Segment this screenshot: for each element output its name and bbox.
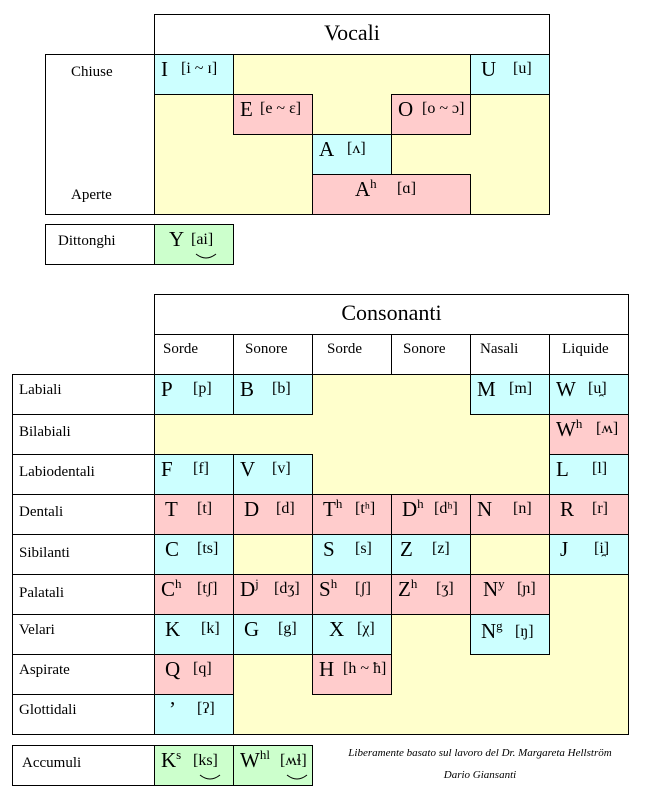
consonant-cell-ch [154,574,234,615]
consonant-cell-r [549,494,629,535]
consonant-cell-n [470,494,550,535]
col-header-nasal: Nasali [480,341,519,357]
consonant-letter: F [161,457,173,481]
consonant-ipa: [ts] [197,540,219,557]
vowel-letter: U [481,57,497,81]
consonant-ipa: [ʔ] [197,700,215,717]
row-label-palatal: Palatali [19,585,64,601]
consonant-letter: R [560,497,575,521]
consonant-cell-th [312,494,392,535]
consonant-ipa: [l] [592,460,608,477]
cluster-ipa: [ʍɬ] [280,752,307,769]
consonant-cell-t [154,494,234,535]
row-label-sibilant: Sibilanti [19,545,70,561]
consonant-letter: B [240,377,255,401]
consonant-letter: $T^h$ [323,496,343,521]
consonant-cell-v [233,454,313,495]
vowel-ipa: [ɑ] [397,180,417,197]
diphthongs-label: Dittonghi [58,233,116,249]
vowel-cell-o [391,94,471,135]
consonant-cell-glottal-stop [154,694,234,735]
consonant-ipa: [z] [432,540,450,557]
consonant-cell-f [154,454,234,495]
cluster-cell-whl [233,745,313,786]
row-label-labiodental: Labiodentali [19,464,95,480]
consonants-title: Consonanti [341,300,442,325]
consonant-cell-s [312,534,392,575]
consonant-letter: V [240,457,256,481]
vowel-ipa: [u] [513,60,532,77]
consonant-ipa: [dʒ] [274,580,300,597]
consonant-letter: X [329,617,345,641]
consonant-ipa: [ŋ] [515,623,534,640]
vowel-cell-a [312,134,392,175]
consonant-ipa: [s] [355,540,372,557]
consonant-letter: C [165,537,180,561]
consonant-ipa: [r] [592,500,608,517]
vowel-cell-u [470,54,550,95]
vowel-ipa: [e ~ ɛ] [260,100,302,117]
row-label-closed: Chiuse [71,64,113,80]
author-name: Dario Giansanti [443,769,517,781]
consonant-cell-dh [391,494,471,535]
consonant-ipa: [χ] [357,620,375,637]
consonant-letter: M [477,377,496,401]
consonant-ipa: [ʒ] [436,580,454,597]
row-label-open: Aperte [71,187,112,203]
vowel-cell-i [154,54,234,95]
consonant-letter: $W^h$ [556,416,583,441]
col-header-voiceless-2: Sorde [327,341,362,357]
col-divider [391,334,392,375]
consonant-ipa: [v] [272,460,291,477]
row-divider [12,574,155,575]
cluster-letter: $W^{hl}$ [240,747,270,772]
consonant-ipa: [g] [278,620,297,637]
vowel-letter: A [319,137,335,161]
consonant-ipa: [m] [509,380,533,397]
consonant-letter: P [161,377,173,401]
col-header-voiced-1: Sonore [245,341,288,357]
vowel-letter: E [240,97,253,121]
row-label-bilabial: Bilabiali [19,424,71,440]
consonant-cell-l [549,454,629,495]
consonant-cell-m [470,374,550,415]
row-label-labial: Labiali [19,382,62,398]
consonant-cell-ny [470,574,550,615]
vowel-letter: I [161,57,168,81]
consonant-ipa: [k] [201,620,220,637]
consonant-cell-k [154,614,234,655]
row-divider [12,454,155,455]
consonant-letter: $N^g$ [481,618,503,643]
consonant-ipa: [h ~ ħ] [343,660,387,677]
consonant-ipa: [tʰ] [355,500,376,517]
col-header-liquid: Liquide [562,341,609,357]
row-label-velar: Velari [19,622,55,638]
consonant-ipa: [p] [193,380,212,397]
consonant-cell-dj [233,574,313,615]
consonant-ipa: [u̯] [588,380,607,397]
consonant-letter: S [323,537,335,561]
consonant-cell-b [233,374,313,415]
tie-bar-icon [286,774,308,782]
consonant-letter: G [244,617,260,641]
consonant-letter: Q [165,657,181,681]
col-header-voiced-2: Sonore [403,341,446,357]
consonant-letter: $N^y$ [483,576,505,601]
consonant-letter: $C^h$ [161,576,182,601]
consonant-cell-h [312,654,392,695]
row-divider [12,694,155,695]
row-label-dental: Dentali [19,504,64,520]
col-header-voiceless-1: Sorde [163,341,198,357]
consonant-cell-z [391,534,471,575]
row-divider [12,494,155,495]
consonant-cell-x [312,614,392,655]
row-divider [12,414,155,415]
vowel-cell-ah [312,174,471,215]
vowels-title: Vocali [324,20,380,45]
consonant-letter: T [165,497,178,521]
clusters-label: Accumuli [22,755,82,771]
consonant-ipa: [i̯] [594,540,610,557]
row-label-aspirate: Aspirate [19,662,70,678]
cluster-letter: $K^s$ [161,747,182,772]
consonant-letter: $D^h$ [402,496,424,521]
consonant-ipa: [b] [272,380,291,397]
consonant-letter: $D^j$ [240,576,259,601]
row-divider [12,534,155,535]
col-divider [312,334,313,375]
consonant-ipa: [ʃ] [355,580,371,597]
consonant-letter: Z [400,537,413,561]
consonant-ipa: [dʰ] [434,500,458,517]
consonant-letter: K [165,617,181,641]
consonant-cell-c [154,534,234,575]
consonant-letter: N [477,497,493,521]
consonant-ipa: [ɲ] [517,580,536,597]
vowel-letter: O [398,97,414,121]
consonant-cell-j [549,534,629,575]
consonant-cell-g [233,614,313,655]
diphthong-cell-y [154,224,234,265]
row-divider [12,654,155,655]
consonant-letter: L [556,457,569,481]
consonant-ipa: [n] [513,500,532,517]
col-divider [470,334,471,375]
col-divider [233,334,234,375]
consonant-letter: J [560,537,569,561]
consonant-cell-q [154,654,234,695]
vowel-letter: $A^h$ [355,176,377,201]
consonant-cell-ng [470,614,550,655]
consonant-cell-wh [549,414,629,455]
vowel-ipa: [i ~ ɪ] [181,60,218,77]
consonant-letter: ’ [169,697,176,721]
consonant-letter: W [556,377,576,401]
consonant-ipa: [t] [197,500,213,517]
consonant-ipa: [ʍ] [596,420,619,437]
tie-bar-icon [199,774,221,782]
consonant-cell-zh [391,574,471,615]
cluster-cell-ks [154,745,234,786]
row-divider [12,614,155,615]
vowel-cell-e [233,94,313,135]
consonant-letter: $S^h$ [319,576,338,601]
tie-bar-icon [195,253,217,261]
vowel-ipa: [o ~ ɔ] [422,100,465,117]
consonant-cell-p [154,374,234,415]
cluster-ipa: [ks] [193,752,218,769]
credit-line: Liberamente basato sul lavoro del Dr. Margareta Hellström [348,747,612,759]
consonant-ipa: [tʃ] [197,580,218,597]
consonant-ipa: [f] [193,460,209,477]
consonant-ipa: [d] [276,500,295,517]
diphthong-ipa: [ai] [191,231,214,248]
consonant-letter: $Z^h$ [398,576,418,601]
consonant-letter: D [244,497,260,521]
consonant-letter: H [319,657,335,681]
consonant-cell-sh [312,574,392,615]
consonant-cell-w [549,374,629,415]
diphthong-letter: Y [169,227,185,251]
consonant-ipa: [q] [193,660,212,677]
consonant-cell-d [233,494,313,535]
col-divider [549,334,550,375]
vowel-ipa: [ʌ] [347,140,366,157]
row-label-glottal: Glottidali [19,702,77,718]
